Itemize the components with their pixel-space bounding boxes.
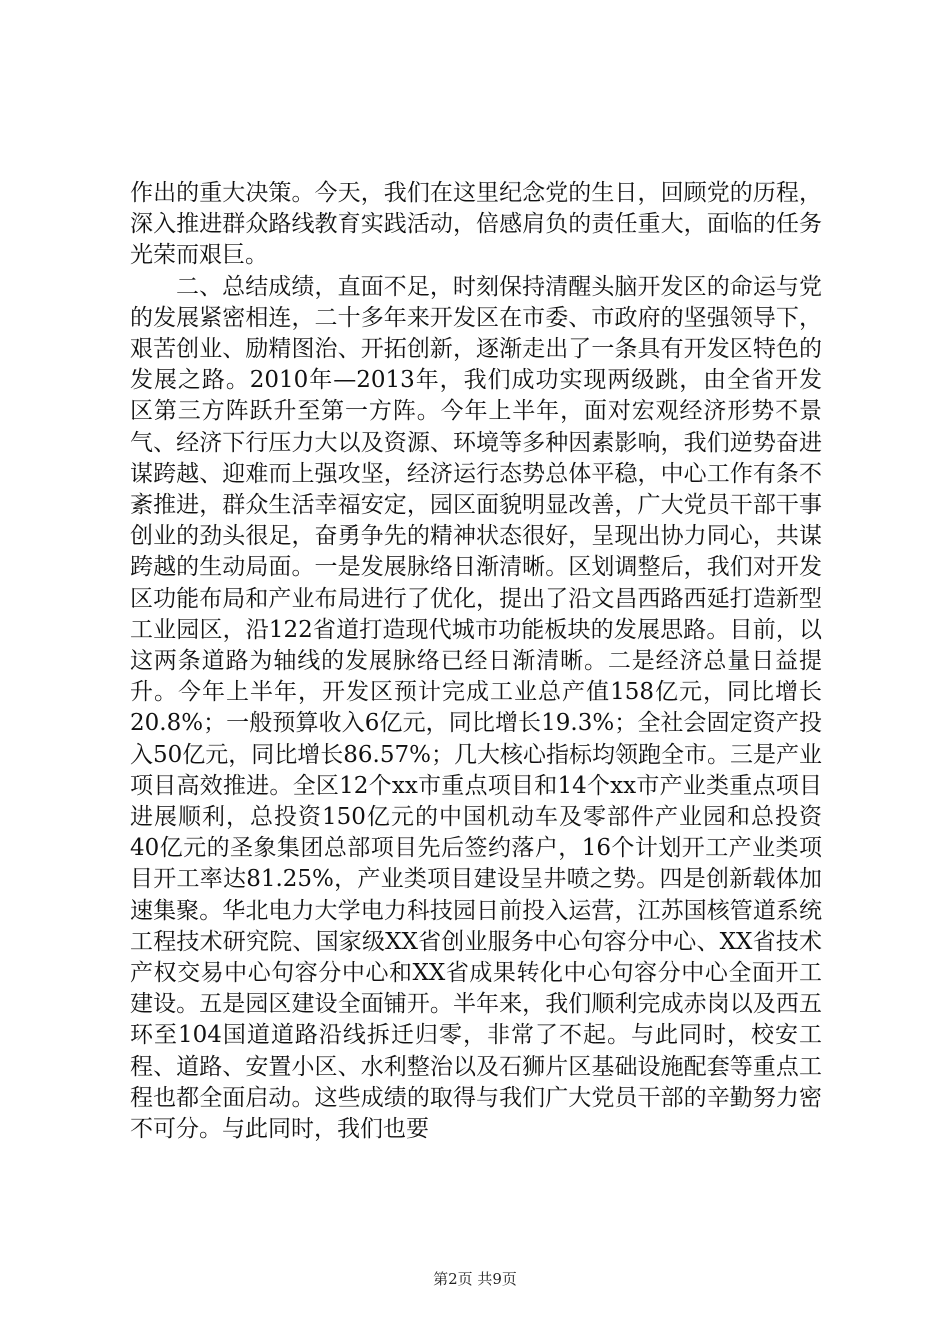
page-number-footer: 第2页 共9页 xyxy=(433,1270,517,1288)
document-body xyxy=(130,178,822,1145)
paragraph-section-two: 二、总结成绩，直面不足，时刻保持清醒头脑开发区的命运与党的发展紧密相连，二十多年来开发区在市委、市政府的坚强领导下，艰苦创业、励精图治、开拓创新，逐渐走出了一条具有开发区特色的发展之路。2010年—2013年，我们成功实现两级跳，由全省开发区第三方阵跃升至第一方阵。今年上半年，面对宏观经济形势不景气、经济下行压力大以及资源、环境等多种因素影响，我们逆势奋进谋跨越、迎难而上强攻坚，经济运行态势总体平稳，中心工作有条不紊推进，群众生活幸福安定，园区面貌明显改善，广大党员干部干事创业的劲头很足，奋勇争先的精神状态很好，呈现出协力同心，共谋跨越的生动局面。一是发展脉络日渐清晰。区划调整后，我们对开发区功能布局和产业布局进行了优化，提出了沿文昌西路西延打造新型工业园区，沿122省道打造现代城市功能板块的发展思路。目前，以这两条道路为轴线的发展脉络已经日渐清晰。二是经济总量日益提升。今年上半年，开发区预计完成工业总产值158亿元，同比增长20.8%；一般预算收入6亿元，同比增长19.3%；全社会固定资产投入50亿元，同比增长86.57%；几大核心指标均领跑全市。三是产业项目高效推进。全区12个xx市重点项目和14个xx市产业类重点项目进展顺利，总投资150亿元的中国机动车及零部件产业园和总投资40亿元的圣象集团总部项目先后签约落户，16个计划开工产业类项目开工率达81.25%，产业类项目建设呈井喷之势。四是创新载体加速集聚。华北电力大学电力科技园日前投入运营，江苏国核管道系统工程技术研究院、国家级XX省创业服务中心句容分中心、XX省技术产权交易中心句容分中心和XX省成果转化中心句容分中心全面开工建设。五是园区建设全面铺开。半年来，我们顺利完成赤岗以及西五环至104国道道路沿线拆迁归零，非常了不起。与此同时，校安工程、道路、安置小区、水利整治以及石狮片区基础设施配套等重点工程也都全面启动。这些成绩的取得与我们广大党员干部的辛勤努力密不可分。与此同时，我们也要 xyxy=(130,273,822,1143)
paragraph-continuation: 作出的重大决策。今天，我们在这里纪念党的生日，回顾党的历程，深入推进群众路线教育实践活动，倍感肩负的责任重大，面临的任务光荣而艰巨。 xyxy=(130,180,822,269)
